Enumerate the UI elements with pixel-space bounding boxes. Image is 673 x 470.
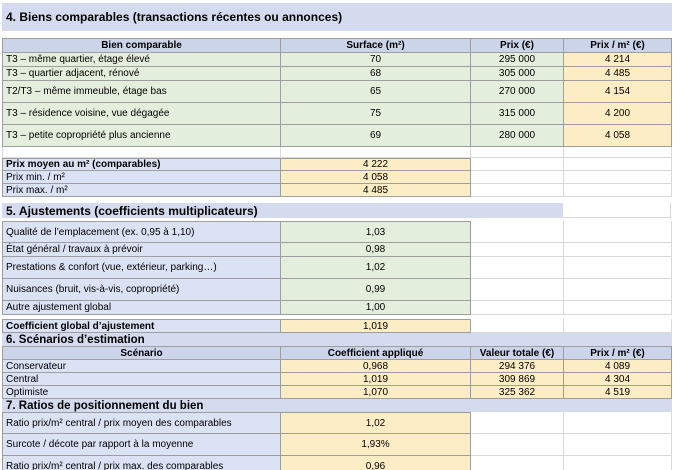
comparable-row	[2, 67, 672, 81]
comparable-row	[2, 53, 672, 67]
scenario-coeff[interactable]: 1,019	[281, 373, 471, 386]
scenario-prix-m2[interactable]: 4 089	[564, 360, 672, 373]
empty-cell[interactable]	[564, 257, 672, 279]
ratio-label[interactable]: Ratio prix/m² central / prix moyen des comparables	[3, 412, 281, 434]
ratio-value[interactable]: 1,02	[281, 412, 471, 434]
scenario-valeur[interactable]: 309 869	[471, 373, 564, 386]
scenario-row	[2, 386, 672, 399]
section-5-header-row	[2, 203, 672, 218]
empty-cell[interactable]	[471, 301, 564, 315]
empty-cell[interactable]	[564, 243, 672, 257]
ratio-row	[2, 412, 672, 434]
comparable-prix[interactable]: 305 000	[471, 67, 564, 81]
empty-cell[interactable]	[471, 412, 564, 434]
comparable-prix-m2[interactable]: 4 214	[564, 53, 672, 67]
adjustment-label[interactable]: Qualité de l’emplacement (ex. 0,95 à 1,10)	[3, 221, 281, 243]
ratio-label[interactable]: Ratio prix/m² central / prix max. des comparables	[3, 456, 281, 470]
section-7-header[interactable]: 7. Ratios de positionnement du bien	[2, 399, 672, 412]
scenario-label[interactable]: Conservateur	[3, 360, 281, 373]
section-4-header[interactable]: 4. Biens comparables (transactions récentes ou annonces)	[2, 3, 672, 31]
adjustment-label[interactable]: État général / travaux à prévoir	[3, 243, 281, 257]
empty-cell[interactable]	[471, 184, 564, 197]
summary-label[interactable]: Prix moyen au m² (comparables)	[3, 158, 281, 171]
empty-cell[interactable]	[471, 279, 564, 301]
header-bien-comparable[interactable]: Bien comparable	[3, 38, 281, 53]
empty-cell[interactable]	[564, 158, 672, 171]
comparable-prix[interactable]: 295 000	[471, 53, 564, 67]
section-6-header[interactable]: 6. Scénarios d’estimation	[2, 333, 672, 346]
empty-cell[interactable]	[471, 257, 564, 279]
scenario-label[interactable]: Optimiste	[3, 386, 281, 399]
ratio-label[interactable]: Surcote / décote par rapport à la moyenne	[3, 434, 281, 456]
empty-cell[interactable]	[564, 456, 672, 470]
comparable-label[interactable]: T2/T3 – même immeuble, étage bas	[3, 81, 281, 103]
adjustment-value[interactable]: 1,03	[281, 221, 471, 243]
comparable-label[interactable]: T3 – même quartier, étage élevé	[3, 53, 281, 67]
comparable-row	[2, 81, 672, 103]
summary-row	[2, 184, 672, 197]
scenario-coeff[interactable]: 1,070	[281, 386, 471, 399]
adjustment-row	[2, 279, 672, 301]
header-scenario-prix-m2[interactable]: Prix / m² (€)	[564, 346, 672, 360]
ratio-row	[2, 456, 672, 470]
row-spacer	[2, 31, 672, 38]
summary-row	[2, 171, 672, 184]
comparable-label[interactable]: T3 – résidence voisine, vue dégagée	[3, 103, 281, 125]
empty-cell[interactable]	[564, 171, 672, 184]
comparable-prix[interactable]: 280 000	[471, 125, 564, 147]
scenario-prix-m2[interactable]: 4 304	[564, 373, 672, 386]
adjustment-label[interactable]: Prestations & confort (vue, extérieur, parking…)	[3, 257, 281, 279]
comparable-row	[2, 125, 672, 147]
empty-cell[interactable]	[564, 412, 672, 434]
empty-cell[interactable]	[563, 203, 671, 218]
adjustment-value[interactable]: 1,00	[281, 301, 471, 315]
scenario-prix-m2[interactable]: 4 519	[564, 386, 672, 399]
empty-cell[interactable]	[471, 158, 564, 171]
ratio-value[interactable]: 1,93%	[281, 434, 471, 456]
empty-cell[interactable]	[564, 279, 672, 301]
adjustment-value[interactable]: 0,99	[281, 279, 471, 301]
empty-cell[interactable]	[471, 319, 564, 333]
empty-cell[interactable]	[471, 147, 564, 158]
comparable-prix[interactable]: 270 000	[471, 81, 564, 103]
scenario-header-row	[2, 346, 672, 360]
header-scenario[interactable]: Scénario	[3, 346, 281, 360]
global-coefficient-label[interactable]: Coefficient global d’ajustement	[3, 319, 281, 333]
comparable-surface[interactable]: 70	[281, 53, 471, 67]
section-5-header[interactable]: 5. Ajustements (coefficients multiplicateurs)	[2, 203, 563, 218]
adjustment-label[interactable]: Nuisances (bruit, vis-à-vis, copropriété)	[3, 279, 281, 301]
header-prix[interactable]: Prix (€)	[471, 38, 564, 53]
scenario-valeur[interactable]: 325 362	[471, 386, 564, 399]
scenario-label[interactable]: Central	[3, 373, 281, 386]
adjustment-row	[2, 301, 672, 315]
empty-cell[interactable]	[471, 221, 564, 243]
empty-grid-row	[2, 147, 672, 158]
comparable-label[interactable]: T3 – quartier adjacent, rénové	[3, 67, 281, 81]
summary-value[interactable]: 4 222	[281, 158, 471, 171]
comparable-prix-m2[interactable]: 4 485	[564, 67, 672, 81]
global-coefficient-value[interactable]: 1,019	[281, 319, 471, 333]
summary-value[interactable]: 4 485	[281, 184, 471, 197]
header-valeur-totale[interactable]: Valeur totale (€)	[471, 346, 564, 360]
comparable-prix[interactable]: 315 000	[471, 103, 564, 125]
empty-cell[interactable]	[3, 147, 281, 158]
empty-cell[interactable]	[471, 243, 564, 257]
empty-cell[interactable]	[564, 301, 672, 315]
empty-cell[interactable]	[471, 171, 564, 184]
comparable-surface[interactable]: 75	[281, 103, 471, 125]
ratio-value[interactable]: 0,96	[281, 456, 471, 470]
adjustment-value[interactable]: 1,02	[281, 257, 471, 279]
adjustment-value[interactable]: 0,98	[281, 243, 471, 257]
empty-cell[interactable]	[471, 456, 564, 470]
comparables-header-row	[2, 38, 672, 53]
comparable-prix-m2[interactable]: 4 058	[564, 125, 672, 147]
empty-cell[interactable]	[564, 221, 672, 243]
adjustment-row	[2, 243, 672, 257]
summary-label[interactable]: Prix max. / m²	[3, 184, 281, 197]
comparable-surface[interactable]: 69	[281, 125, 471, 147]
scenario-coeff[interactable]: 0,968	[281, 360, 471, 373]
adjustment-row	[2, 257, 672, 279]
empty-cell[interactable]	[564, 147, 672, 158]
comparable-label[interactable]: T3 – petite copropriété plus ancienne	[3, 125, 281, 147]
comparable-surface[interactable]: 68	[281, 67, 471, 81]
summary-label[interactable]: Prix min. / m²	[3, 171, 281, 184]
empty-cell[interactable]	[564, 319, 672, 333]
scenario-row	[2, 360, 672, 373]
comparable-prix-m2[interactable]: 4 154	[564, 81, 672, 103]
comparable-prix-m2[interactable]: 4 200	[564, 103, 672, 125]
comparable-surface[interactable]: 65	[281, 81, 471, 103]
adjustment-label[interactable]: Autre ajustement global	[3, 301, 281, 315]
scenario-valeur[interactable]: 294 376	[471, 360, 564, 373]
header-prix-m2[interactable]: Prix / m² (€)	[564, 38, 672, 53]
empty-cell[interactable]	[564, 184, 672, 197]
empty-cell[interactable]	[564, 434, 672, 456]
summary-value[interactable]: 4 058	[281, 171, 471, 184]
adjustment-row	[2, 221, 672, 243]
empty-cell[interactable]	[281, 147, 471, 158]
header-surface[interactable]: Surface (m²)	[281, 38, 471, 53]
scenario-row	[2, 373, 672, 386]
empty-cell[interactable]	[471, 434, 564, 456]
header-coefficient-applique[interactable]: Coefficient appliqué	[281, 346, 471, 360]
comparable-row	[2, 103, 672, 125]
global-coefficient-row	[2, 319, 672, 333]
summary-row	[2, 158, 672, 171]
ratio-row	[2, 434, 672, 456]
